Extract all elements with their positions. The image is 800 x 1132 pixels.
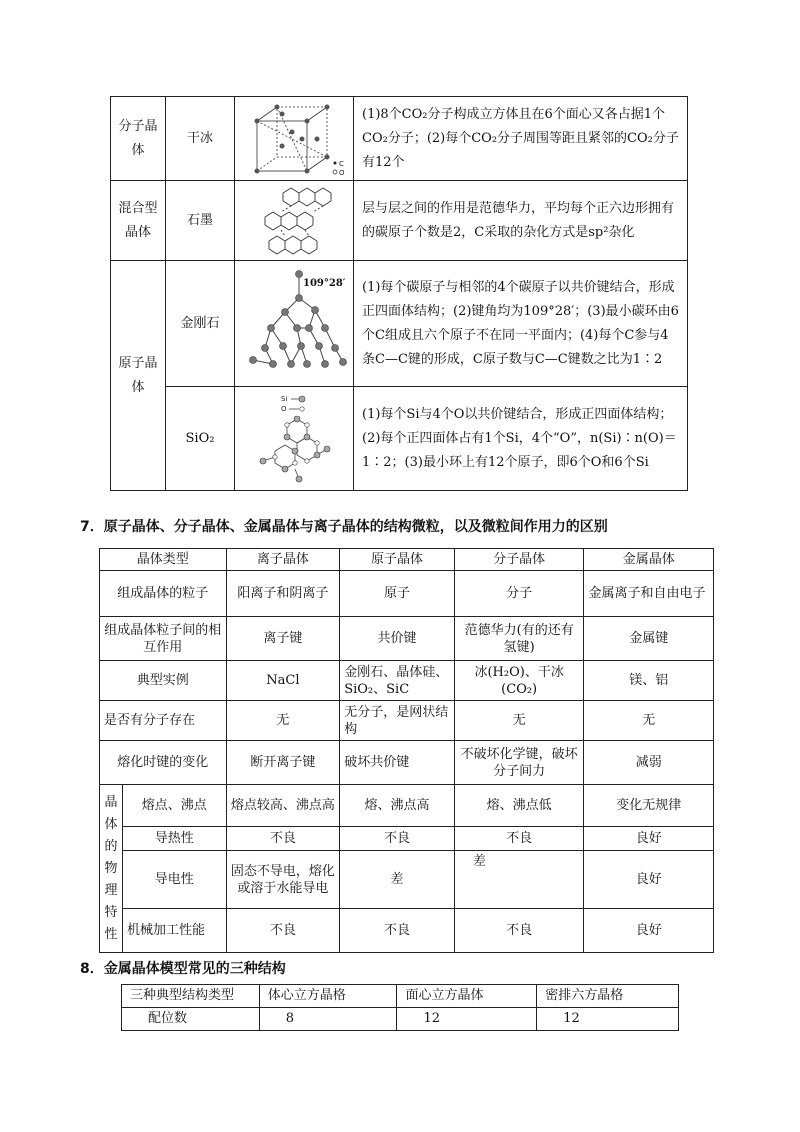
row-label: 导电性 xyxy=(122,851,226,909)
table-cell: 阳离子和阴离子 xyxy=(226,571,340,617)
substance-name: 金刚石 xyxy=(166,261,235,387)
table-cell: 熔、沸点高 xyxy=(340,785,455,827)
section-heading-7: 7．原子晶体、分子晶体、金属晶体与离子晶体的结构微粒，以及微粒间作用力的区别 xyxy=(80,519,608,535)
header-cell: 三种典型结构类型 xyxy=(122,985,260,1008)
crystal-structure-table xyxy=(110,96,688,491)
crystal-comparison-table xyxy=(99,548,714,953)
category-cell: 混合型晶体 xyxy=(111,181,166,261)
header-cell: 原子晶体 xyxy=(340,549,455,571)
table-cell: 12 xyxy=(397,1008,537,1031)
table-cell: 原子 xyxy=(340,571,455,617)
structure-description: (1)8个CO₂分子构成立方体且在6个面心又各占据1个CO₂分子；(2)每个CO₂分子周围等距且紧邻的CO₂分子有12个 xyxy=(354,97,688,181)
legend-o: O xyxy=(281,404,287,413)
header-cell: 面心立方晶体 xyxy=(397,985,537,1008)
table-row xyxy=(100,827,714,851)
table-cell: 不破坏化学键，破坏分子间力 xyxy=(454,741,584,785)
table-cell: 破坏共价键 xyxy=(340,741,455,785)
table-cell: 不良 xyxy=(454,909,584,953)
table-cell: 不良 xyxy=(226,909,340,953)
metal-lattice-table xyxy=(121,984,679,1031)
table-cell: 无 xyxy=(584,701,714,741)
table-row xyxy=(111,261,688,387)
substance-name: 干冰 xyxy=(166,97,235,181)
table-row xyxy=(100,785,714,827)
header-cell: 离子晶体 xyxy=(226,549,340,571)
table-cell: 不良 xyxy=(340,827,455,851)
table-cell: NaCl xyxy=(226,661,340,701)
table-cell: 不良 xyxy=(454,827,584,851)
graphite-layers-image xyxy=(235,181,354,261)
structure-description: 层与层之间的作用是范德华力，平均每个正六边形拥有的碳原子个数是2，C采取的杂化方式是sp²杂化 xyxy=(354,181,688,261)
header-cell: 分子晶体 xyxy=(454,549,584,571)
table-cell: 共价键 xyxy=(340,617,455,661)
table-cell: 差 xyxy=(454,851,584,909)
row-label: 组成晶体的粒子 xyxy=(100,571,227,617)
legend-c: C xyxy=(339,159,344,168)
table-row xyxy=(111,387,688,491)
table-cell: 冰(H₂O)、干冰(CO₂) xyxy=(454,661,584,701)
table-cell: 良好 xyxy=(584,827,714,851)
table-row xyxy=(100,571,714,617)
table-cell: 无分子，是网状结构 xyxy=(340,701,455,741)
table-row xyxy=(111,181,688,261)
table-header-row xyxy=(122,985,679,1008)
row-label: 典型实例 xyxy=(100,661,227,701)
table-cell: 不良 xyxy=(226,827,340,851)
table-cell: 8 xyxy=(259,1008,397,1031)
row-label: 组成晶体粒子间的相互作用 xyxy=(100,617,227,661)
row-label: 熔化时键的变化 xyxy=(100,741,227,785)
table-row xyxy=(100,909,714,953)
table-cell: 差 xyxy=(340,851,455,909)
table-row xyxy=(111,97,688,181)
table-cell: 良好 xyxy=(584,909,714,953)
table-cell: 变化无规律 xyxy=(584,785,714,827)
table-header-row xyxy=(100,549,714,571)
structure-description: (1)每个Si与4个O以共价键结合，形成正四面体结构；(2)每个正四面体占有1个Si，4个“O”，n(Si)∶n(O)＝1∶2；(3)最小环上有12个原子，即6个O和6个Si xyxy=(354,387,688,491)
row-label: 熔点、沸点 xyxy=(122,785,226,827)
row-label: 是否有分子存在 xyxy=(100,701,227,741)
substance-name: 石墨 xyxy=(166,181,235,261)
legend-si: Si xyxy=(281,394,288,403)
header-cell: 金属晶体 xyxy=(584,549,714,571)
table-cell: 12 xyxy=(537,1008,679,1031)
group-label: 晶体的物理特性 xyxy=(100,785,123,953)
category-cell: 分子晶体 xyxy=(111,97,166,181)
table-cell: 无 xyxy=(454,701,584,741)
table-row xyxy=(100,617,714,661)
table-cell: 不良 xyxy=(340,909,455,953)
table-row xyxy=(122,1008,679,1031)
table-cell: 范德华力(有的还有氢键) xyxy=(454,617,584,661)
legend-o: O xyxy=(339,168,345,177)
row-label: 机械加工性能 xyxy=(122,909,226,953)
table-cell: 断开离子键 xyxy=(226,741,340,785)
table-cell: 金属键 xyxy=(584,617,714,661)
table-cell: 熔点较高、沸点高 xyxy=(226,785,340,827)
table-cell: 减弱 xyxy=(584,741,714,785)
header-cell: 密排六方晶格 xyxy=(537,985,679,1008)
table-row xyxy=(100,701,714,741)
sio2-structure-image xyxy=(235,387,354,491)
table-cell: 固态不导电，熔化或溶于水能导电 xyxy=(226,851,340,909)
row-label: 导热性 xyxy=(122,827,226,851)
row-label: 配位数 xyxy=(122,1008,260,1031)
table-row xyxy=(100,741,714,785)
table-cell: 离子键 xyxy=(226,617,340,661)
category-cell: 原子晶体 xyxy=(111,261,166,491)
table-cell: 金刚石、晶体硅、SiO₂、SiC xyxy=(340,661,455,701)
dry-ice-lattice-image xyxy=(235,97,354,181)
substance-name: SiO₂ xyxy=(166,387,235,491)
table-cell: 分子 xyxy=(454,571,584,617)
table-row xyxy=(100,661,714,701)
diamond-structure-image xyxy=(235,261,354,387)
section-heading-8: 8．金属晶体模型常见的三种结构 xyxy=(80,961,286,977)
table-cell: 镁、铝 xyxy=(584,661,714,701)
structure-description: (1)每个碳原子与相邻的4个碳原子以共价键结合，形成正四面体结构；(2)键角均为109°28′；(3)最小碳环由6个C组成且六个原子不在同一平面内；(4)每个C参与4条C—C键的形成，C原子数与C—C键数之比为1∶2 xyxy=(354,261,688,387)
header-cell: 晶体类型 xyxy=(100,549,227,571)
table-cell: 金属离子和自由电子 xyxy=(584,571,714,617)
header-cell: 体心立方晶格 xyxy=(259,985,397,1008)
table-cell: 良好 xyxy=(584,851,714,909)
table-cell: 熔、沸点低 xyxy=(454,785,584,827)
bond-angle-label: 109°28′ xyxy=(303,277,346,289)
table-row xyxy=(100,851,714,909)
table-cell: 无 xyxy=(226,701,340,741)
